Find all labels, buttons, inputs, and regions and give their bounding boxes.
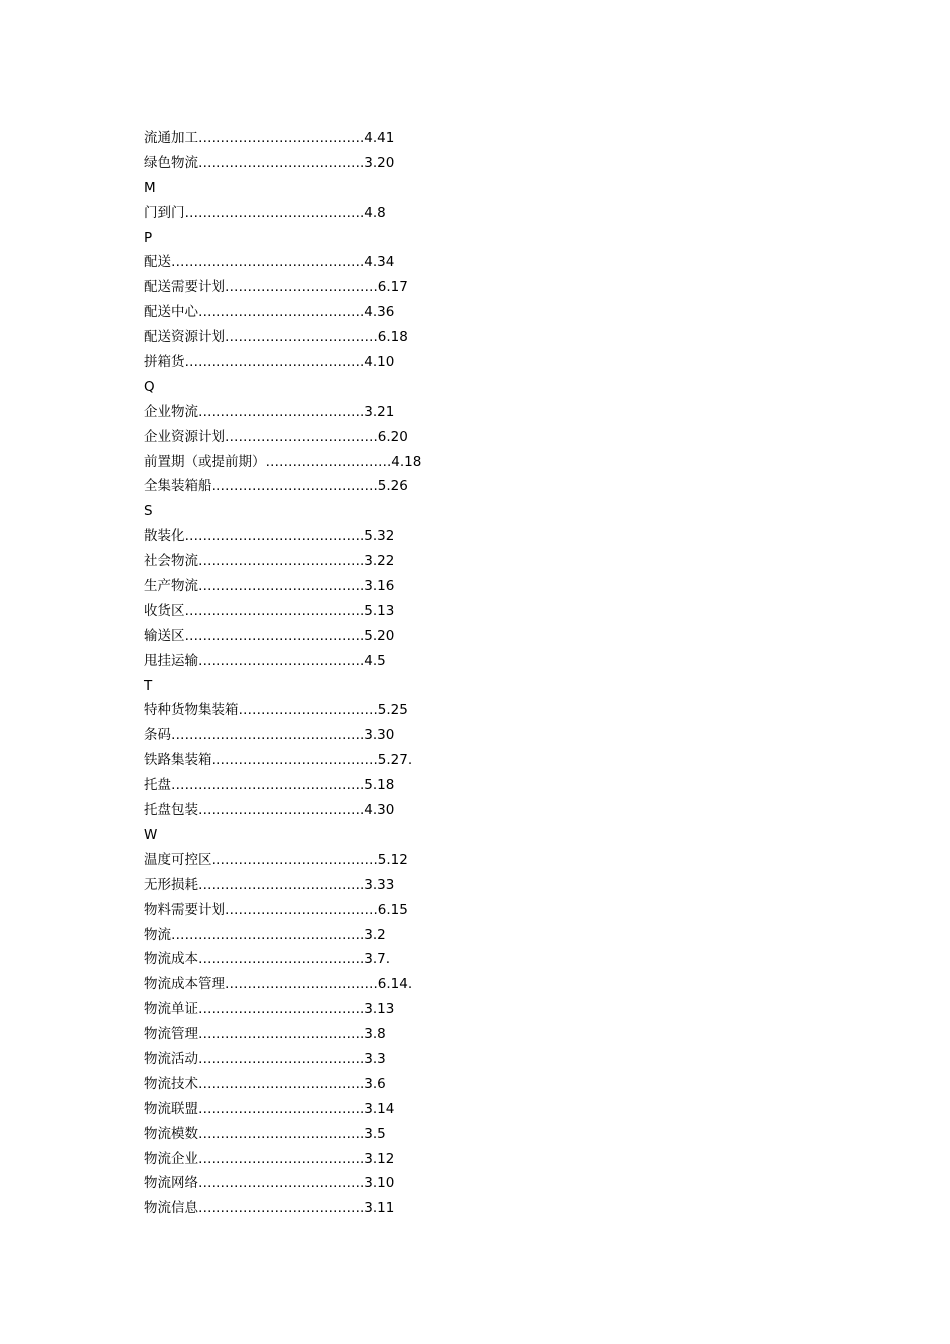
index-entry: 企业资源计划…………………………….6.20 — [144, 428, 408, 445]
index-entry: 物流技术……………………………….3.6 — [144, 1075, 386, 1092]
index-letter-heading: S — [144, 503, 153, 520]
index-entry: 社会物流……………………………….3.22 — [144, 553, 395, 570]
index-entry: 物流网络……………………………….3.10 — [144, 1175, 395, 1192]
index-entry: 生产物流……………………………….3.16 — [144, 578, 395, 595]
index-entry: 特种货物集装箱………………………….5.25 — [144, 702, 408, 719]
index-letter-heading: M — [144, 179, 156, 196]
index-entry: 配送…………………………………….4.34 — [144, 254, 395, 271]
index-entry: 物流联盟……………………………….3.14 — [144, 1100, 395, 1117]
index-entry: 铁路集装箱……………………………….5.27. — [144, 752, 413, 769]
index-entry: 企业物流……………………………….3.21 — [144, 403, 395, 420]
index-entry: 拼箱货………………………………….4.10 — [144, 354, 395, 371]
index-letter-heading: W — [144, 826, 158, 843]
index-page — [144, 126, 844, 1221]
index-entry: 物流模数……………………………….3.5 — [144, 1125, 386, 1142]
index-entry: 配送中心……………………………….4.36 — [144, 304, 395, 321]
index-entry: 物流企业……………………………….3.12 — [144, 1150, 395, 1167]
index-entry: 托盘包装……………………………….4.30 — [144, 802, 395, 819]
index-letter-heading: T — [144, 677, 153, 694]
index-entry: 绿色物流……………………………….3.20 — [144, 154, 395, 171]
index-entry: 物流单证……………………………….3.13 — [144, 1001, 395, 1018]
index-entry: 托盘…………………………………….5.18 — [144, 777, 395, 794]
index-entry: 物料需要计划…………………………….6.15 — [144, 901, 408, 918]
index-entry: 物流信息……………………………….3.11 — [144, 1200, 395, 1217]
index-letter-heading: P — [144, 229, 153, 246]
index-letter-heading: Q — [144, 378, 155, 395]
index-entry: 收货区………………………………….5.13 — [144, 602, 395, 619]
index-entry: 甩挂运输……………………………….4.5 — [144, 652, 386, 669]
index-entry: 配送资源计划…………………………….6.18 — [144, 329, 408, 346]
index-entry: 无形损耗……………………………….3.33 — [144, 876, 395, 893]
index-entry: 物流…………………………………….3.2 — [144, 926, 386, 943]
index-entry: 输送区………………………………….5.20 — [144, 627, 395, 644]
index-entry: 流通加工……………………………….4.41 — [144, 130, 395, 146]
index-entry: 物流成本管理…………………………….6.14. — [144, 976, 413, 993]
index-entry: 配送需要计划…………………………….6.17 — [144, 279, 408, 296]
index-entry: 前置期（或提前期）……………………….4.18 — [144, 453, 422, 470]
index-entry: 门到门………………………………….4.8 — [144, 204, 386, 221]
index-entry: 全集装箱船……………………………….5.26 — [144, 478, 408, 495]
index-entry: 散装化………………………………….5.32 — [144, 528, 395, 545]
index-entry: 条码…………………………………….3.30 — [144, 727, 395, 744]
index-entry: 物流成本……………………………….3.7. — [144, 951, 391, 968]
index-entry: 物流管理……………………………….3.8 — [144, 1026, 386, 1043]
index-entry: 温度可控区……………………………….5.12 — [144, 851, 408, 868]
index-entry: 物流活动……………………………….3.3 — [144, 1050, 386, 1067]
